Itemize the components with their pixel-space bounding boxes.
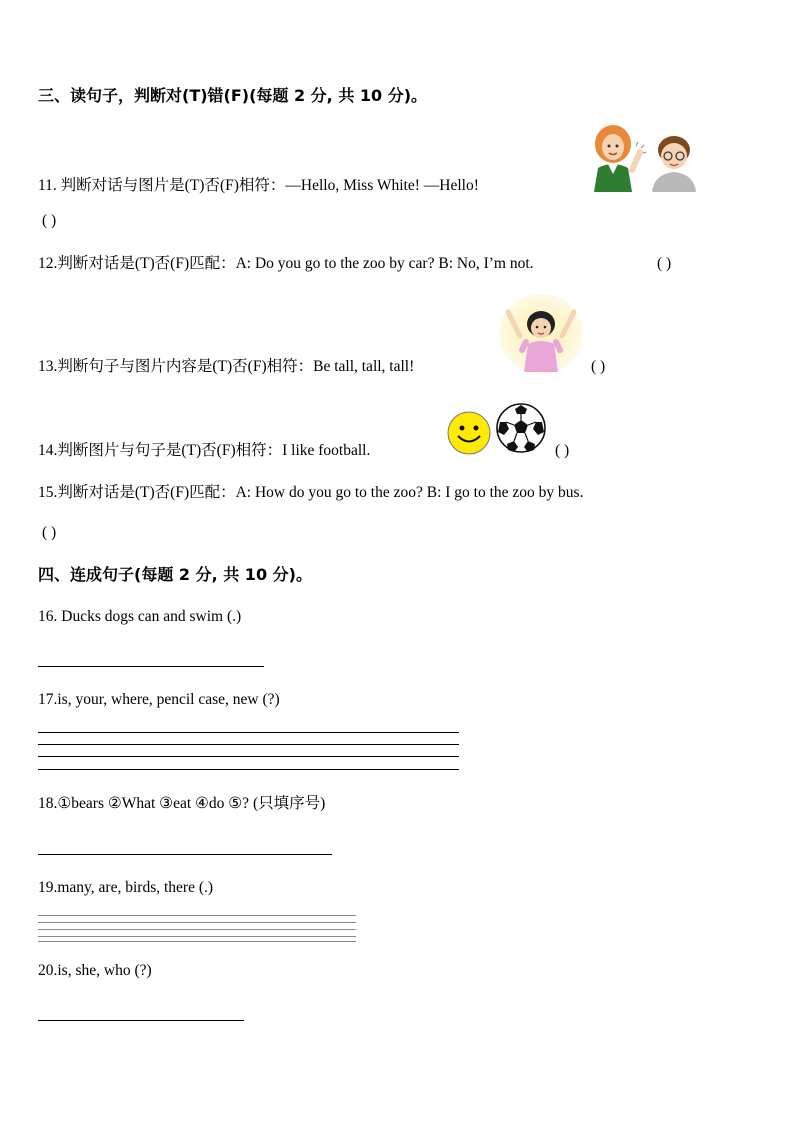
answer-line-17-1[interactable] <box>38 732 459 733</box>
answer-line-19-2[interactable] <box>38 922 356 923</box>
section-3-heading: 三、读句子，判断对(T)错(F)(每题 2 分, 共 10 分)。 <box>38 86 428 105</box>
question-13: 13.判断句子与图片内容是(T)否(F)相符：Be tall, tall, tall! <box>38 358 415 375</box>
answer-blank-11[interactable]: ( ) <box>42 212 57 229</box>
question-11: 11. 判断对话与图片是(T)否(F)相符：—Hello, Miss White! —Hello! <box>38 177 479 194</box>
answer-line-19-1[interactable] <box>38 915 356 916</box>
answer-blank-13[interactable]: ( ) <box>591 358 606 375</box>
question-19: 19.many, are, birds, there (.) <box>38 879 214 896</box>
answer-line-16[interactable] <box>38 666 264 667</box>
answer-blank-12[interactable]: ( ) <box>657 255 672 272</box>
answer-line-17-2[interactable] <box>38 744 459 745</box>
smiley-face-icon <box>446 410 492 456</box>
answer-line-19-4[interactable] <box>38 936 356 937</box>
question-20: 20.is, she, who (?) <box>38 962 152 979</box>
answer-blank-15[interactable]: ( ) <box>42 524 57 541</box>
girl-illustration <box>498 292 584 374</box>
section-4-heading: 四、连成句子(每题 2 分, 共 10 分)。 <box>38 565 312 584</box>
question-16: 16. Ducks dogs can and swim (.) <box>38 608 242 625</box>
answer-line-20[interactable] <box>38 1020 244 1021</box>
question-15: 15.判断对话是(T)否(F)匹配：A: How do you go to the zoo? B: I go to the zoo by bus. <box>38 484 584 501</box>
answer-line-19-3[interactable] <box>38 929 356 930</box>
question-14: 14.判断图片与句子是(T)否(F)相符：I like football. <box>38 442 371 459</box>
answer-line-17-4[interactable] <box>38 769 459 770</box>
question-12: 12.判断对话是(T)否(F)匹配：A: Do you go to the zoo by car? B: No, I’m not. <box>38 255 534 272</box>
answer-line-18[interactable] <box>38 854 332 855</box>
answer-line-17-3[interactable] <box>38 756 459 757</box>
answer-line-19-5[interactable] <box>38 941 356 942</box>
answer-blank-14[interactable]: ( ) <box>555 442 570 459</box>
question-18: 18.①bears ②What ③eat ④do ⑤? (只填序号) <box>38 795 326 812</box>
soccer-ball-icon <box>495 402 547 454</box>
teacher-illustration <box>586 122 646 192</box>
question-17: 17.is, your, where, pencil case, new (?) <box>38 691 280 708</box>
boy-illustration <box>646 132 702 192</box>
